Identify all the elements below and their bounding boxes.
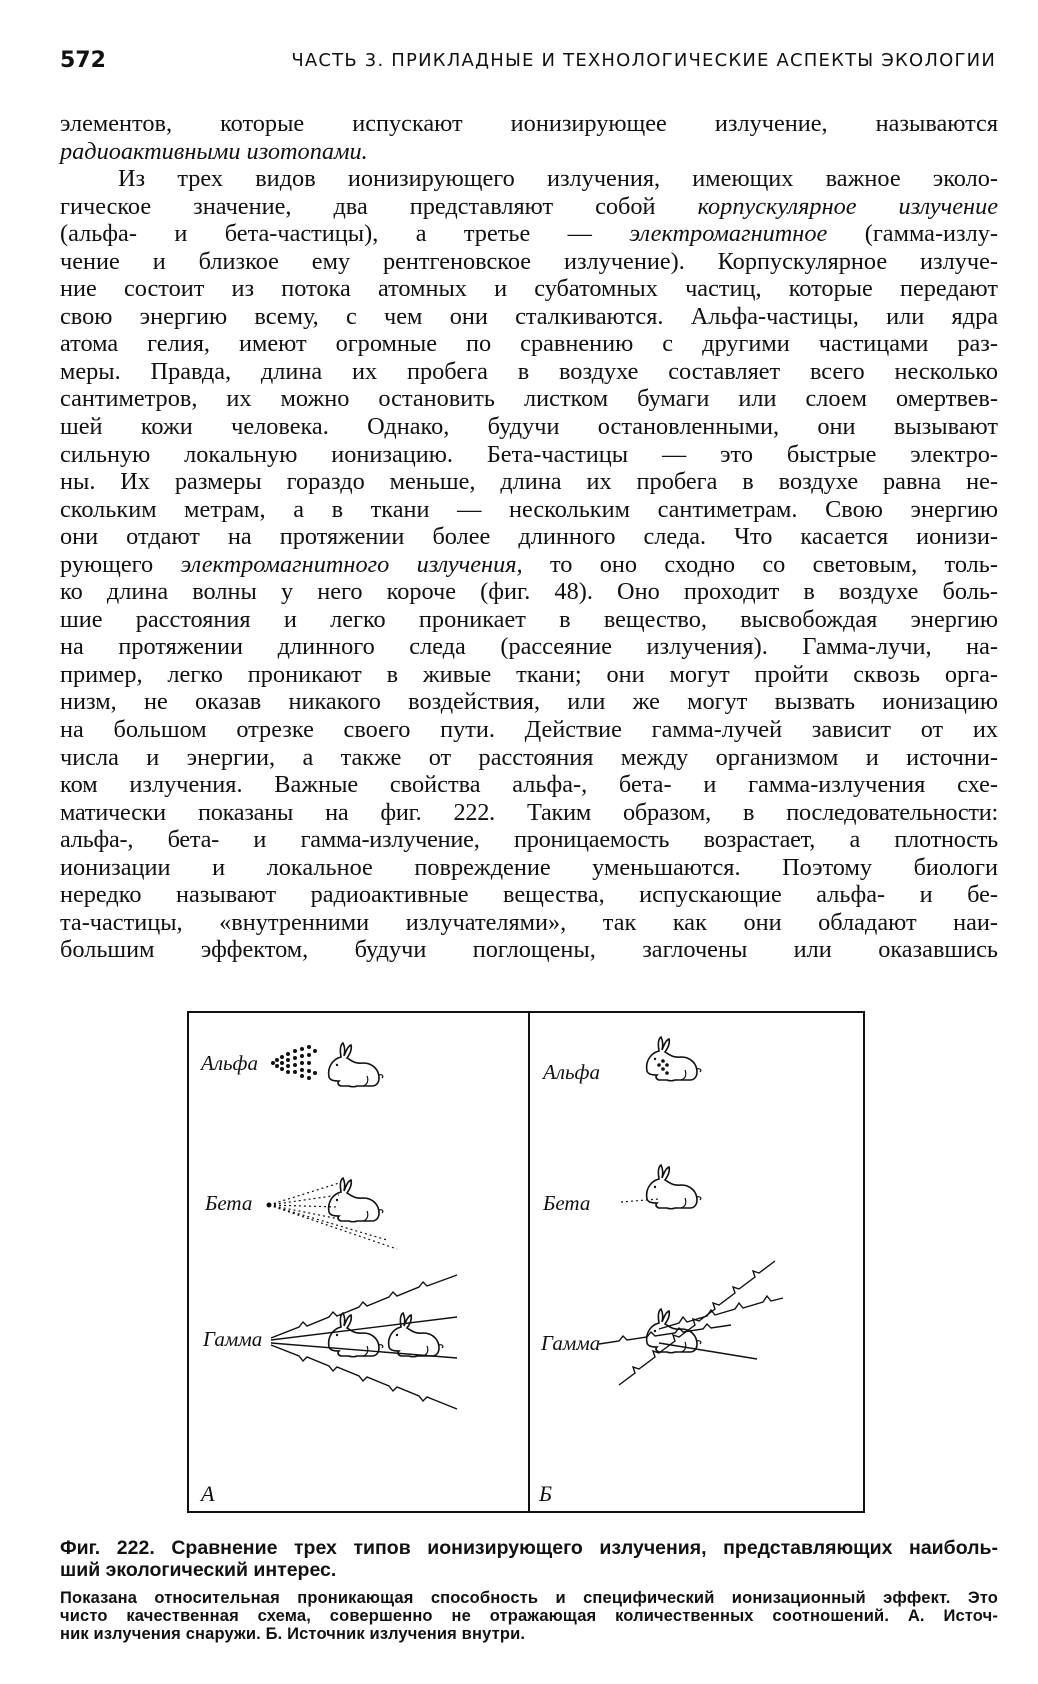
text-line: чение и близкое ему рентгеновское излучение). Корпускулярное излуче- bbox=[60, 247, 998, 275]
text-line: ние состоит из потока атомных и субатомных частиц, которые передают bbox=[60, 275, 998, 303]
text-line: альфа-, бета- и гамма-излучение, проницаемость возрастает, а плотность bbox=[60, 826, 998, 854]
text-line: шие расстояния и легко проникает в вещество, высвобождая энергию bbox=[60, 605, 998, 633]
caption-title-text: Сравнение трех типов ионизирующего излучения, представляющих наиболь- bbox=[154, 1537, 998, 1559]
caption-title-line: ший экологический интерес. bbox=[60, 1559, 337, 1581]
text-line: ком излучения. Важные свойства альфа-, бета- и гамма-излучения схе- bbox=[60, 771, 998, 799]
rabbit-icon bbox=[647, 1165, 701, 1209]
text-line: шей кожи человека. Однако, будучи остановленными, они вызывают bbox=[60, 413, 998, 441]
text-line: матически показаны на фиг. 222. Таким образом, в последовательности: bbox=[60, 798, 998, 826]
left-beta-label: Бета bbox=[205, 1191, 253, 1215]
right-beta-label: Бета bbox=[543, 1191, 591, 1215]
text-line: атома гелия, имеют огромные по сравнению с другими частицами раз- bbox=[60, 330, 998, 358]
text-line bbox=[60, 138, 998, 166]
caption-title bbox=[60, 1537, 998, 1581]
caption-body-line: Показана относительная проникающая способность и специфический ионизационный эффект. Это bbox=[60, 1589, 998, 1607]
caption-title-line bbox=[60, 1537, 998, 1559]
text-segment: то оно сходно со световым, толь- bbox=[522, 550, 998, 578]
left-beta-source bbox=[267, 1203, 272, 1208]
text-line: низм, не оказав никакого воздействия, или же могут вызвать ионизацию bbox=[60, 688, 998, 716]
figure-number: Фиг. 222. bbox=[60, 1537, 155, 1559]
rabbit-icon bbox=[329, 1178, 383, 1222]
left-gamma-label: Гамма bbox=[203, 1327, 263, 1351]
text-line: на большом отрезке своего пути. Действие гамма-лучей зависит от их bbox=[60, 716, 998, 744]
text-line: сильную локальную ионизацию. Бета-частицы — это быстрые электро- bbox=[60, 440, 998, 468]
paragraph-first-line: Из трех видов ионизирующего излучения, имеющих важное эколо- bbox=[118, 165, 998, 193]
page-header bbox=[60, 48, 996, 78]
text-line: они отдают на протяжении более длинного следа. Что касается ионизи- bbox=[60, 523, 998, 551]
left-alpha-source-dots bbox=[271, 1045, 317, 1080]
caption-body-line: чисто качественная схема, совершенно не отражающая количественных соотношений. А. Источ- bbox=[60, 1607, 998, 1625]
italic-term: электромагнитного излучения, bbox=[180, 550, 523, 578]
text-line: элементов, которые испускают ионизирующее излучение, называются bbox=[60, 110, 998, 137]
text-line: пример, легко проникают в живые ткани; они могут пройти сквозь орга- bbox=[60, 660, 998, 688]
caption-body-line: ник излучения снаружи. Б. Источник излучения внутри. bbox=[60, 1625, 526, 1643]
text-segment: (гамма-излу- bbox=[827, 220, 998, 248]
right-alpha-label: Альфа bbox=[543, 1060, 600, 1084]
page-number: 572 bbox=[60, 48, 106, 73]
text-line: ко длина волны у него короче (фиг. 48). Оно проходит в воздухе боль- bbox=[60, 578, 998, 606]
rabbit-icon bbox=[329, 1043, 383, 1087]
right-beta-ray bbox=[621, 1199, 659, 1202]
text-line: большим эффектом, будучи поглощены, заглочены или оказавшись bbox=[60, 936, 998, 964]
text-line: та-частицы, «внутренними излучателями», так как они обладают наи- bbox=[60, 908, 998, 936]
text-line: на протяжении длинного следа (рассеяние излучения). Гамма-лучи, на- bbox=[60, 633, 998, 661]
text-line: ны. Их размеры гораздо меньше, длина их пробега в воздухе равна не- bbox=[60, 468, 998, 496]
figure-caption bbox=[60, 1537, 998, 1643]
text-line: ионизации и локальное повреждение уменьшаются. Поэтому биологи bbox=[60, 853, 998, 881]
text-line: меры. Правда, длина их пробега в воздухе составляет всего несколько bbox=[60, 357, 998, 385]
caption-body bbox=[60, 1589, 998, 1643]
text-segment: (альфа- и бета-частицы), а третье — bbox=[60, 220, 630, 248]
left-gamma-rays bbox=[271, 1275, 457, 1409]
text-line bbox=[60, 220, 998, 248]
italic-term: радиоактивными изотопами. bbox=[60, 137, 368, 165]
figure-222 bbox=[187, 1011, 865, 1513]
running-head: ЧАСТЬ 3. ПРИКЛАДНЫЕ И ТЕХНОЛОГИЧЕСКИЕ АСПЕКТЫ ЭКОЛОГИИ bbox=[291, 50, 996, 71]
right-alpha-dots bbox=[657, 1059, 669, 1075]
text-line: числа и энергии, а также от расстояния между организмом и источни- bbox=[60, 743, 998, 771]
text-line: свою энергию всему, с чем они сталкиваются. Альфа-частицы, или ядра bbox=[60, 302, 998, 330]
rabbit-icon bbox=[647, 1037, 701, 1081]
figure-illustration bbox=[189, 1013, 867, 1515]
right-panel-letter: Б bbox=[539, 1481, 552, 1506]
left-alpha-label: Альфа bbox=[201, 1051, 258, 1075]
text-segment: гическое значение, два представляют собой bbox=[60, 192, 698, 220]
text-line: нередко называют радиоактивные вещества, испускающие альфа- и бе- bbox=[60, 881, 998, 909]
italic-term: корпускулярное излучение bbox=[697, 192, 998, 220]
text-line bbox=[60, 193, 998, 221]
text-line: сантиметров, их можно остановить листком бумаги или слоем омертвев- bbox=[60, 385, 998, 413]
text-line bbox=[60, 551, 998, 579]
left-panel-letter: А bbox=[201, 1481, 215, 1506]
right-gamma-rays bbox=[599, 1261, 783, 1385]
text-segment: рующего bbox=[60, 550, 181, 578]
body-text bbox=[60, 110, 998, 964]
italic-term: электромагнитное bbox=[629, 220, 828, 248]
text-line: скольким метрам, а в ткани — нескольким сантиметрам. Свою энергию bbox=[60, 495, 998, 523]
right-gamma-label: Гамма bbox=[541, 1331, 601, 1355]
